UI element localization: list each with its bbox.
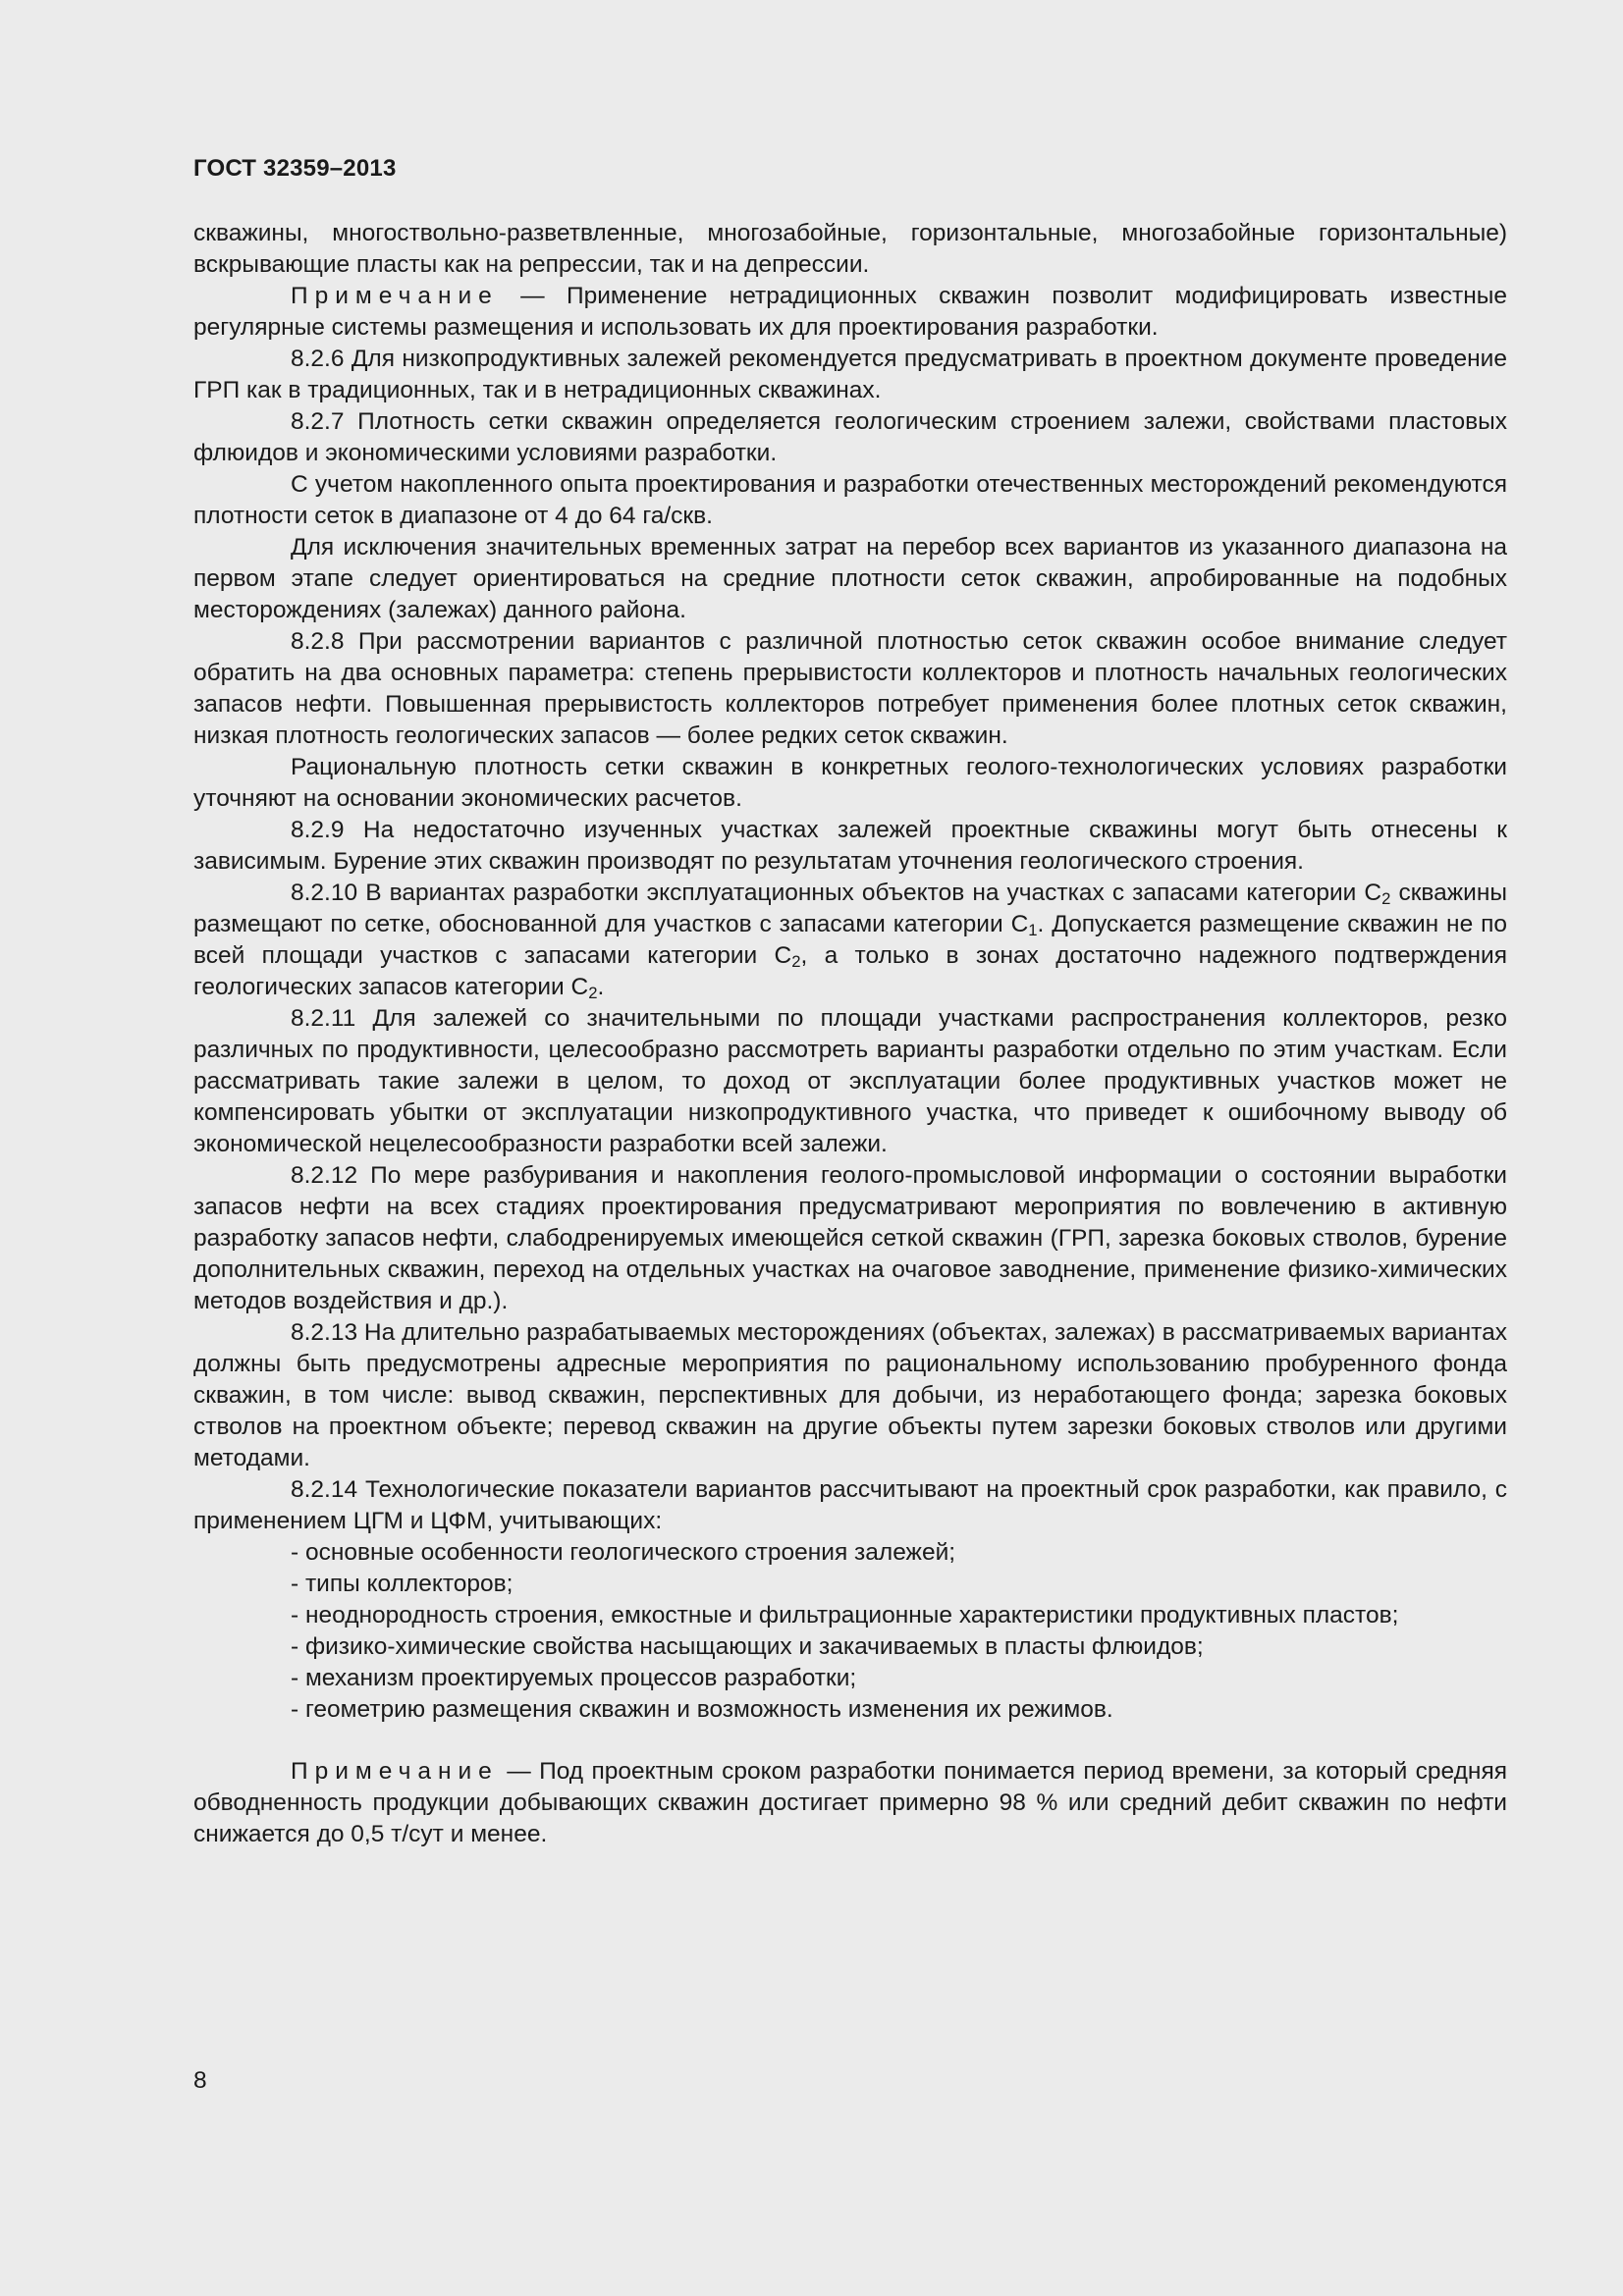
clause-8-2-8-b: Рациональную плотность сетки скважин в конкретных геолого-технологических условиях разработки уточняют на основании экономических расчетов. (193, 754, 1507, 812)
note-2-text: — Под проектным сроком разработки понимается период времени, за который средняя обводненность продукции добывающих скважин достигает примерно 98 % или средний дебит скважин по нефти снижается до 0,5 т/сут и менее. (193, 1758, 1507, 1847)
clause-8-2-7: 8.2.7 Плотность сетки скважин определяется геологическим строением залежи, свойствами пластовых флюидов и экономическими условиями разработки. (193, 408, 1507, 466)
list-item: - физико-химические свойства насыщающих и закачиваемых в пласты флюидов; (291, 1633, 1204, 1660)
clause-8-2-12: 8.2.12 По мере разбуривания и накопления геолого-промысловой информации о состоянии выработки запасов нефти на всех стадиях проектирования предусматривают мероприятия по вовлечению в активную разработку запасов нефти, слабодренируемых имеющейся сеткой скважин (ГРП, зарезка боковых стволов, бурение дополнительных скважин, переход на отдельных участках на очаговое заводнение, применение физико-химических методов воздействия и др.). (193, 1162, 1507, 1314)
subscript-2: 2 (1381, 889, 1391, 909)
clause-8-2-8: 8.2.8 При рассмотрении вариантов с различной плотностью сеток скважин особое внимание следует обратить на два основных параметра: степень прерывистости коллекторов и плотность начальных геологических запасов нефти. Повышенная прерывистость коллекторов потребует применения более плотных сеток скважин, низкая плотность геологических запасов — более редких сеток скважин. (193, 628, 1507, 749)
subscript-2: 2 (791, 952, 801, 972)
clause-8-2-14: 8.2.14 Технологические показатели вариантов рассчитывают на проектный срок разработки, как правило, с применением ЦГМ и ЦФМ, учитывающих: (193, 1476, 1507, 1534)
note-1-label: Примечание (291, 283, 499, 309)
subscript-2: 2 (588, 984, 598, 1003)
clause-8-2-10-part-e: . (597, 974, 605, 1000)
paragraph-continuation: скважины, многоствольно-разветвленные, многозабойные, горизонтальные, многозабойные горизонтальные) вскрывающие пласты как на репрессии, так и на депрессии. (193, 220, 1507, 278)
page-number: 8 (193, 2067, 207, 2094)
clause-8-2-10-part-c: . Допускается размещение скважин не по всей площади участков с запасами категории С (193, 911, 1507, 969)
list-item: - геометрию размещения скважин и возможность изменения их режимов. (291, 1696, 1113, 1723)
document-body (193, 218, 1507, 1850)
list-item: - неоднородность строения, емкостные и фильтрационные характеристики продуктивных пластов; (291, 1602, 1399, 1629)
note-2 (193, 1756, 1507, 1850)
note-1 (193, 281, 1507, 344)
clause-8-2-6: 8.2.6 Для низкопродуктивных залежей рекомендуется предусматривать в проектном документе проведение ГРП как в традиционных, так и в нетрадиционных скважинах. (193, 346, 1507, 403)
document-header: ГОСТ 32359–2013 (193, 155, 397, 182)
subscript-1: 1 (1028, 921, 1038, 940)
list-item: - основные особенности геологического строения залежей; (291, 1539, 956, 1566)
clause-8-2-10-part-b: скважины размещают по сетке, обоснованной для участков с запасами категории С (193, 880, 1507, 937)
spacer (193, 1726, 1507, 1756)
list-item: - механизм проектируемых процессов разработки; (291, 1665, 857, 1691)
clause-8-2-10-part-d: , а только в зонах достаточно надежного подтверждения геологических запасов категории С (193, 942, 1508, 1000)
list-item: - типы коллекторов; (291, 1571, 514, 1597)
clause-8-2-7-b: С учетом накопленного опыта проектирования и разработки отечественных месторождений рекомендуются плотности сеток в диапазоне от 4 до 64 га/скв. (193, 471, 1507, 529)
clause-8-2-11: 8.2.11 Для залежей со значительными по площади участками распространения коллекторов, резко различных по продуктивности, целесообразно рассмотреть варианты разработки отдельно по этим участкам. Если рассматривать такие залежи в целом, то доход от эксплуатации более продуктивных участков может не компенсировать убытки от эксплуатации низкопродуктивного участка, что приведет к ошибочному выводу об экономической нецелесообразности разработки всей залежи. (193, 1005, 1507, 1157)
clause-8-2-10-part-a: 8.2.10 В вариантах разработки эксплуатационных объектов на участках с запасами категории С (291, 880, 1382, 906)
clause-8-2-9: 8.2.9 На недостаточно изученных участках залежей проектные скважины могут быть отнесены к зависимым. Бурение этих скважин производят по результатам уточнения геологического строения. (193, 817, 1507, 875)
note-2-label: Примечание (291, 1758, 499, 1785)
clause-8-2-10 (193, 878, 1507, 1003)
note-1-text: — Применение нетрадиционных скважин позволит модифицировать известные регулярные системы размещения и использовать их для проектирования разработки. (193, 283, 1507, 341)
clause-8-2-7-c: Для исключения значительных временных затрат на перебор всех вариантов из указанного диапазона на первом этапе следует ориентироваться на средние плотности сеток скважин, апробированные на подобных месторождениях (залежах) данного района. (193, 534, 1507, 623)
clause-8-2-13: 8.2.13 На длительно разрабатываемых месторождениях (объектах, залежах) в рассматриваемых вариантах должны быть предусмотрены адресные мероприятия по рациональному использованию пробуренного фонда скважин, в том числе: вывод скважин, перспективных для добычи, из неработающего фонда; зарезка боковых стволов на проектном объекте; перевод скважин на другие объекты путем зарезки боковых стволов или другими методами. (193, 1319, 1507, 1471)
